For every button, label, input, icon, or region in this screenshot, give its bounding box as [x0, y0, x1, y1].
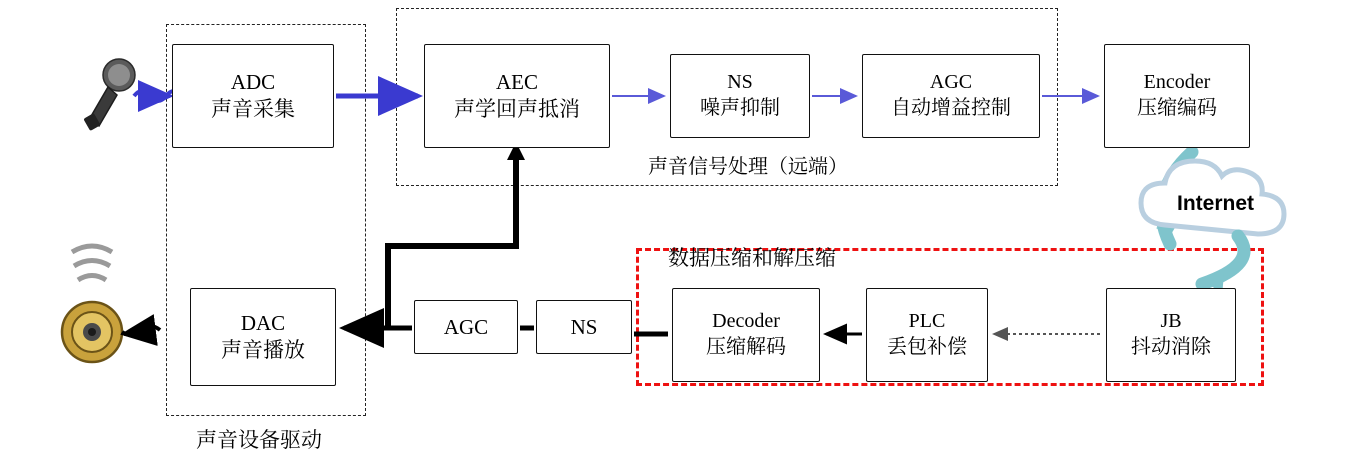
box-decoder-line2: 压缩解码: [706, 336, 786, 358]
box-encoder[interactable]: [1104, 44, 1250, 148]
microphone-icon: [83, 59, 135, 131]
box-agc-far[interactable]: [862, 54, 1040, 138]
box-aec-line2: 声学回声抵消: [454, 97, 580, 121]
box-jb-line2: 抖动消除: [1131, 336, 1211, 358]
caption-device-driver: 声音设备驱动: [196, 428, 322, 452]
box-ns-far-line1: NS: [727, 71, 753, 94]
box-dac-line1: DAC: [240, 311, 286, 336]
box-agc-far-line1: AGC: [929, 71, 973, 94]
box-aec-line1: AEC: [496, 70, 538, 95]
box-ns-near[interactable]: [536, 300, 632, 354]
caption-codec: 数据压缩和解压缩: [668, 246, 836, 270]
box-encoder-line1: Encoder: [1143, 71, 1211, 94]
box-agc-near-line1: AGC: [443, 314, 489, 339]
box-aec[interactable]: [424, 44, 610, 148]
box-plc-line1: PLC: [908, 310, 946, 333]
box-plc-line2: 丢包补偿: [887, 336, 967, 358]
internet-label: Internet: [1177, 192, 1255, 215]
box-decoder[interactable]: [672, 288, 820, 382]
box-dac[interactable]: [190, 288, 336, 386]
speaker-icon: [62, 246, 122, 362]
box-decoder-line1: Decoder: [712, 310, 780, 333]
box-adc-line2: 声音采集: [211, 97, 295, 121]
box-encoder-line2: 压缩编码: [1137, 97, 1217, 119]
box-ns-far[interactable]: [670, 54, 810, 138]
box-adc[interactable]: [172, 44, 334, 148]
box-jb[interactable]: [1106, 288, 1236, 382]
box-plc[interactable]: [866, 288, 988, 382]
box-ns-far-line2: 噪声抑制: [700, 97, 780, 119]
box-agc-far-line2: 自动增益控制: [891, 97, 1011, 119]
box-adc-line1: ADC: [230, 70, 276, 95]
box-agc-near[interactable]: [414, 300, 518, 354]
caption-far-end: 声音信号处理（远端）: [648, 156, 848, 178]
box-jb-line1: JB: [1160, 310, 1182, 333]
box-ns-near-line1: NS: [570, 314, 598, 339]
box-dac-line2: 声音播放: [221, 338, 305, 362]
